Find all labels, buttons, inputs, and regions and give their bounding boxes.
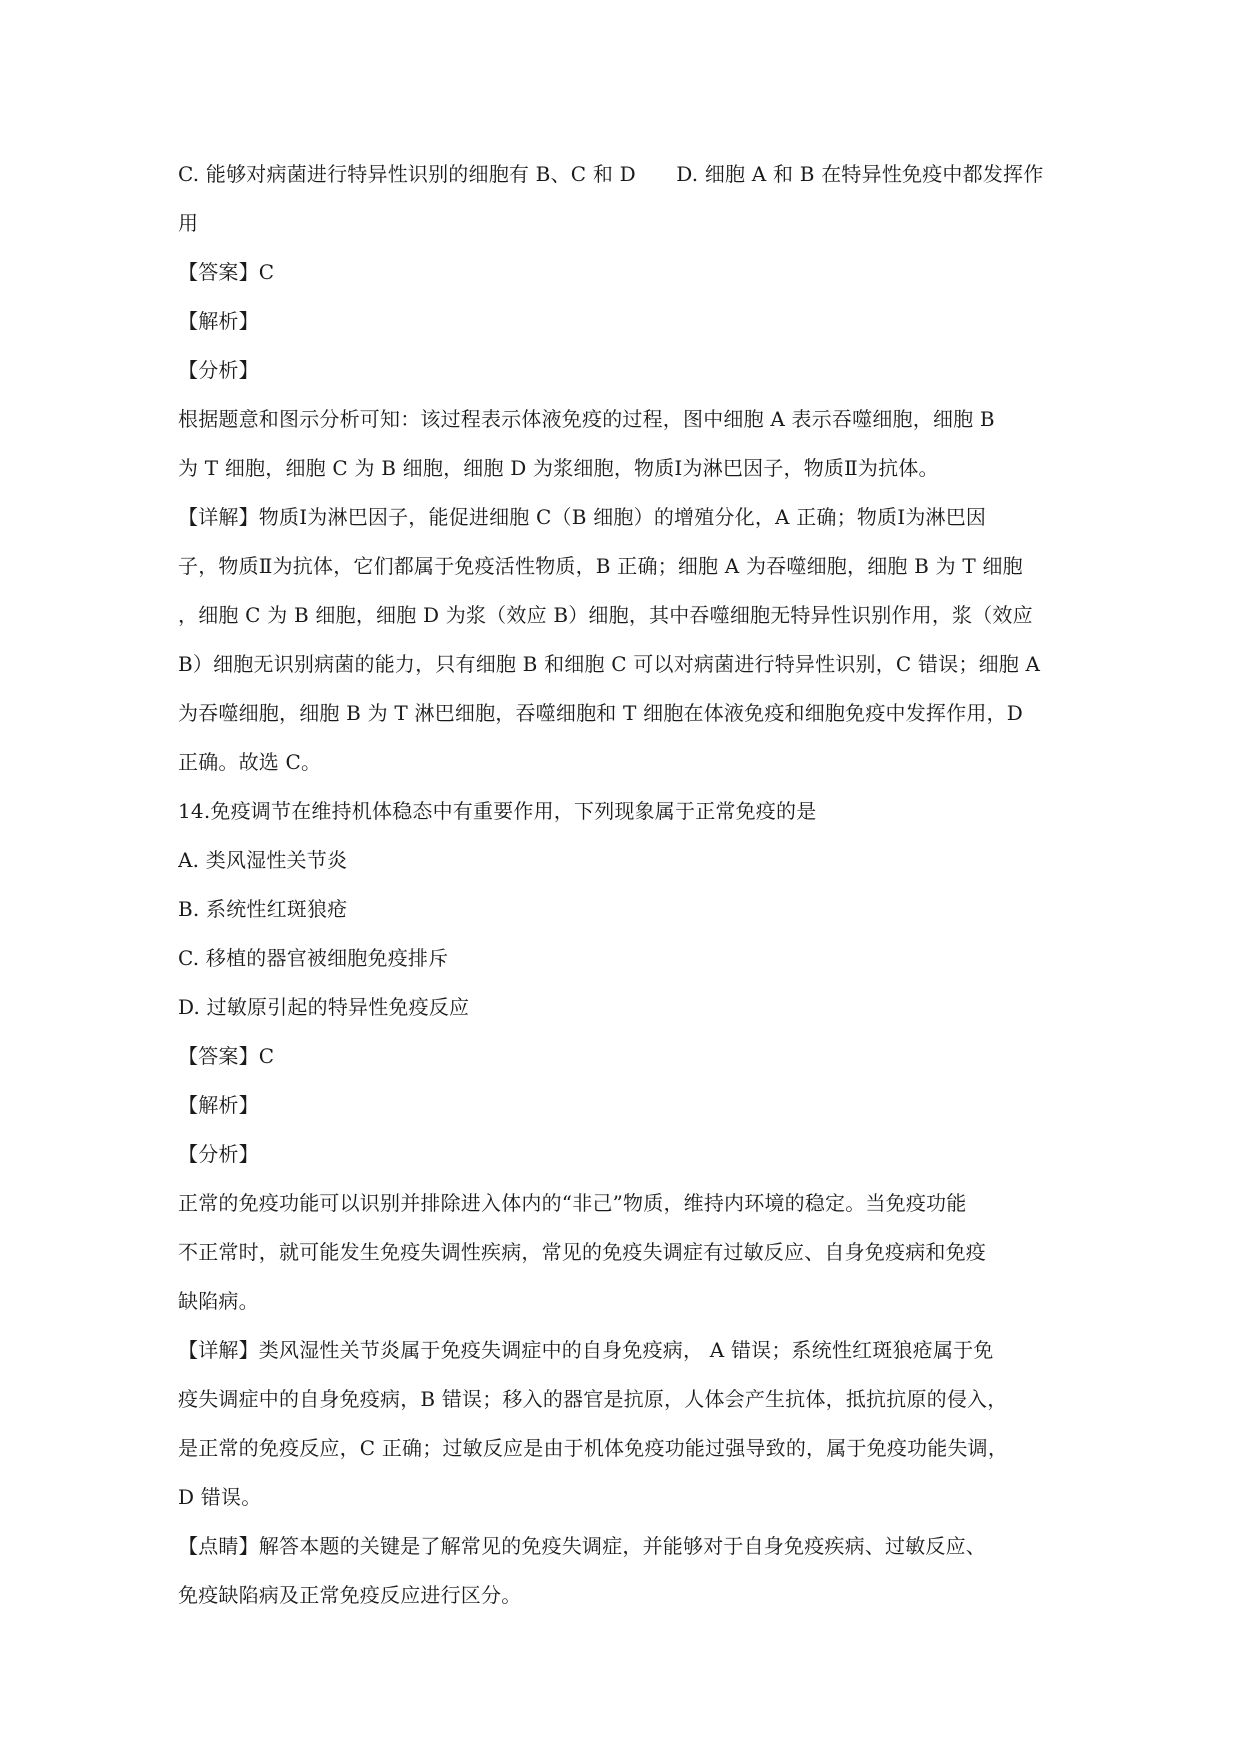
key-point-line: 免疫缺陷病及正常免疫反应进行区分。 — [178, 1583, 522, 1607]
explanation-label: 【解析】 — [178, 1093, 259, 1117]
detail-text-line: 子，物质Ⅱ为抗体，它们都属于免疫活性物质，B 正确；细胞 A 为吞噬细胞，细胞 B 为 T 细胞 — [178, 554, 1023, 578]
analysis-label: 【分析】 — [178, 1142, 259, 1166]
option-b: B. 系统性红斑狼疮 — [178, 897, 348, 921]
analysis-text-line: 正常的免疫功能可以识别并排除进入体内的“非己”物质，维持内环境的稳定。当免疫功能 — [178, 1191, 967, 1215]
analysis-text-line: 不正常时，就可能发生免疫失调性疾病，常见的免疫失调症有过敏反应、自身免疫病和免疫 — [178, 1240, 986, 1264]
detail-text-line: 是正常的免疫反应，C 正确；过敏反应是由于机体免疫功能过强导致的，属于免疫功能失调， — [178, 1436, 1009, 1460]
explanation-label: 【解析】 — [178, 309, 259, 333]
analysis-text-line: 根据题意和图示分析可知：该过程表示体液免疫的过程，图中细胞 A 表示吞噬细胞，细胞 B — [178, 407, 995, 431]
analysis-text-line: 为 T 细胞，细胞 C 为 B 细胞，细胞 D 为浆细胞，物质Ⅰ为淋巴因子，物质Ⅱ为抗体。 — [178, 456, 939, 480]
detail-text-line: 【详解】类风湿性关节炎属于免疫失调症中的自身免疫病， A 错误；系统性红斑狼疮属于免 — [178, 1338, 994, 1362]
option-a: A. 类风湿性关节炎 — [178, 848, 348, 872]
answer-label: 【答案】C — [178, 1044, 275, 1068]
document-body — [178, 150, 1066, 1620]
detail-text-line: 正确。故选 C。 — [178, 750, 322, 774]
detail-text-line: 【详解】物质Ⅰ为淋巴因子，能促进细胞 C（B 细胞）的增殖分化，A 正确；物质Ⅰ为淋巴因 — [178, 505, 987, 529]
question-stem: 14.免疫调节在维持机体稳态中有重要作用，下列现象属于正常免疫的是 — [178, 799, 817, 823]
detail-text-line: B）细胞无识别病菌的能力，只有细胞 B 和细胞 C 可以对病菌进行特异性识别，C 错误；细胞 A — [178, 652, 1041, 676]
detail-text-line: 疫失调症中的自身免疫病，B 错误；移入的器官是抗原，人体会产生抗体，抵抗抗原的侵入， — [178, 1387, 1008, 1411]
detail-text-line: D 错误。 — [178, 1485, 262, 1509]
detail-text-line: 为吞噬细胞，细胞 B 为 T 淋巴细胞，吞噬细胞和 T 细胞在体液免疫和细胞免疫中发挥作用，D — [178, 701, 1023, 725]
option-line-continuation: 用 — [178, 211, 199, 235]
analysis-label: 【分析】 — [178, 358, 259, 382]
option-line-c-d: C. 能够对病菌进行特异性识别的细胞有 B、C 和 D D. 细胞 A 和 B 在特异性免疫中都发挥作 — [178, 162, 1044, 186]
option-c: C. 移植的器官被细胞免疫排斥 — [178, 946, 449, 970]
analysis-text-line: 缺陷病。 — [178, 1289, 259, 1313]
answer-label: 【答案】C — [178, 260, 275, 284]
detail-text-line: ，细胞 C 为 B 细胞，细胞 D 为浆（效应 B）细胞，其中吞噬细胞无特异性识别作用，浆（效应 — [178, 603, 1033, 627]
option-d: D. 过敏原引起的特异性免疫反应 — [178, 995, 470, 1019]
key-point-line: 【点睛】解答本题的关键是了解常见的免疫失调症，并能够对于自身免疫疾病、过敏反应、 — [178, 1534, 986, 1558]
